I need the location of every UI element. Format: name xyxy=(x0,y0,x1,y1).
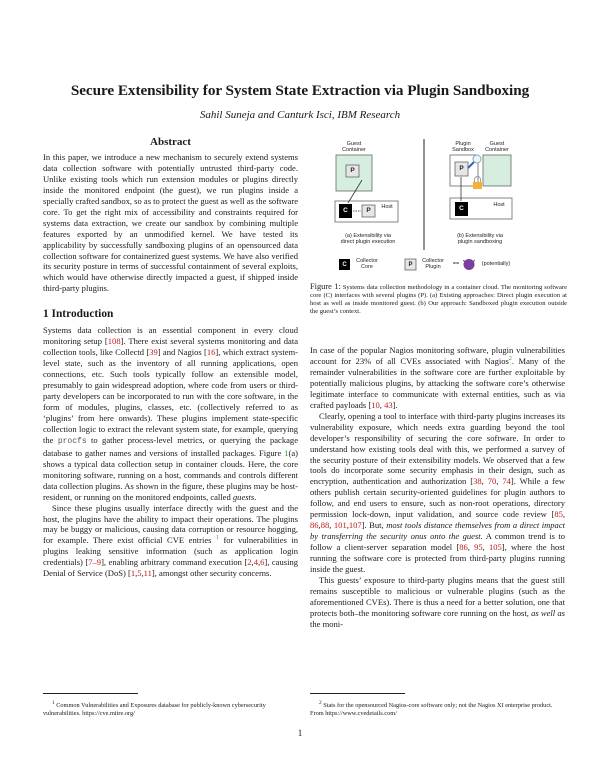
label-line: Sandbox xyxy=(452,147,474,153)
host-label-b: Host xyxy=(493,202,505,208)
citation-link[interactable]: 10 xyxy=(371,399,380,410)
caption-a xyxy=(324,233,412,245)
text: the moni- xyxy=(310,618,343,629)
text: A common trend is to follow a client-server separation model [ xyxy=(310,531,565,553)
label-line: Plugin xyxy=(425,264,441,270)
text: (a) shows a typical data collection setup in container clouds. Here, the core monitoring software, running on a host, commands and controls different data collection plugins. As shown in the figure, these plugins may be host-resident, or running on the monitored endpoints, called xyxy=(43,447,298,502)
label-line: direct plugin execution xyxy=(340,239,396,245)
plugin-letter-a-guest: P xyxy=(350,167,355,174)
paper-title: Secure Extensibility for System State Extraction via Plugin Sandboxing xyxy=(70,82,530,99)
text: ], enabling arbitrary command execution [ xyxy=(101,557,248,568)
citation-link[interactable]: 38 xyxy=(473,476,482,487)
footnote-rule xyxy=(43,693,138,694)
intro-paragraph-1 xyxy=(43,325,298,502)
core-letter-a: C xyxy=(343,207,348,214)
text: ]. There exist several systems monitoring and data collection tools, like Collectd [ xyxy=(43,336,298,358)
text: ]. While a few others publish certain security-oriented guidelines for plugin authors to follow, and end users to ensure, such as non-root operations, directory permission lock-down, input validation, and source code review [ xyxy=(310,476,565,520)
caption-b xyxy=(440,233,520,245)
section-heading-introduction: 1 Introduction xyxy=(43,308,114,321)
caption-label: Figure 1: xyxy=(310,282,341,291)
text: for vulnerabilities in plugins leaking sensitive information (such as application login credentials) [ xyxy=(43,535,298,568)
footnote-1 xyxy=(43,700,298,717)
sandbox-label xyxy=(448,141,478,153)
intro-paragraph-5 xyxy=(310,575,565,630)
label-line: Container xyxy=(342,147,366,153)
text: Since these plugins usually interface directly with the guest and the host, the plugins have the ability to impact their operations. The plugins may be buggy or malicious, causing data corruption or resource hogging, for example. There exist official CVE entries xyxy=(43,502,298,546)
citation-link[interactable]: 86 xyxy=(310,520,319,531)
text: ], which extract system-level state, such as the inventory of all running applications, open connections, etc. Such tools typically follow an extensible model, presumably to gain widespread adoption, where code from users or third-party developers can be incorporated to run with the core software, in the form of modules, plugins, classes, etc. (collectively referred to as ‘plugins’ from here onwards). These plugins implement state-specific collection logic to extract the relevant system state, for example, querying the xyxy=(43,347,298,445)
footnote-mark: 2 xyxy=(319,700,322,707)
citation-link[interactable]: 95 xyxy=(474,542,483,553)
citation-link[interactable]: 5 xyxy=(137,568,142,579)
emphasis: as well as xyxy=(531,607,565,618)
citation-link[interactable]: 4 xyxy=(253,557,258,568)
citation-link[interactable]: 74 xyxy=(502,476,511,487)
footnote-text: Common Vulnerabilities and Exposures database for publicly-known cybersecurity vulnerabilities. https://cve.mitre.org/ xyxy=(43,702,266,717)
text: ], causing Denial of Service (DoS) [ xyxy=(43,557,298,579)
text: Systems data collection is an essential component in every cloud monitoring setup [ xyxy=(43,325,298,347)
citation-link[interactable]: 16 xyxy=(206,347,216,358)
guest-label-b xyxy=(480,141,514,153)
label-line: Guest xyxy=(346,141,362,147)
page-number: 1 xyxy=(297,728,303,738)
legend-core-letter: C xyxy=(342,262,347,268)
caption-text: Systems data collection methodology in a container cloud. The monitoring software core (C) interfaces with several plugins (P). (a) Existing approaches: Direct plugin execution at host as well as inside monitored guest. (b) Our approach: Sandboxed plugin execution outside the guest’s context. xyxy=(310,284,567,315)
citation-link[interactable]: 1 xyxy=(130,568,136,579)
legend-core-label xyxy=(353,258,381,270)
citation-link[interactable]: 6 xyxy=(260,557,265,568)
citation-link[interactable]: 88 xyxy=(320,520,330,531)
emphasis: most tools distance themselves from a direct impact by transferring the security onus onto the guest. xyxy=(310,520,566,542)
legend-equals: == xyxy=(452,261,460,267)
label-line: Collector xyxy=(422,258,444,264)
text: ]. But, xyxy=(361,520,387,531)
footnote-text: Stats for the opensourced Nagios-core software only; not the Nagios XI enterprise product. From https://www.cvedetails.com/ xyxy=(310,702,553,717)
plugin-letter-b: P xyxy=(459,165,464,172)
right-column xyxy=(310,345,565,630)
left-column xyxy=(43,137,298,579)
plugin-letter-a-host: P xyxy=(366,207,371,214)
label-line: Core xyxy=(361,264,373,270)
text: . xyxy=(254,491,257,502)
text: ]. xyxy=(392,399,398,410)
intro-paragraph-4: Clearly, opening a tool to interface with third-party plugins increases its vulnerability exposure, which needs extra guarding beyond the tool developer’s responsibility of securing the core software. In order to understand how existing tools deal with this, we performed a survey of the security posture of their extensibility models. We observed that a few tools do incorporate some security emphasis in their design, such as encryption, authentication and authorization [38, 70, 74]. While a few others publish certain security-oriented guidelines for plugin authors to follow, and end users to ensure, such as non-root operations, directory permission lock-down, input validation, and source code review [85, 86,88, 101,107]. But, most tools distance themselves from a direct impact by transferring the security onus onto the guest. A common trend is to follow a client-server separation model [86, 95, 105], where the host running the software core is protected from third-party plugins running inside the guest. xyxy=(310,410,566,575)
label-line: Guest xyxy=(489,141,505,147)
citation-link[interactable]: 11 xyxy=(143,568,152,579)
footnote-left xyxy=(43,686,298,724)
figure-reference-link[interactable]: 1 xyxy=(284,447,289,458)
text: . Many of the remainder vulnerabilities in the software core are further exploitable by potentially malicious plugins, by attacking the software core’s otherwise legitimate interface to communicate with external entities, such as via crafted payloads [ xyxy=(310,355,565,410)
code-procfs: procfs xyxy=(57,436,87,446)
citation-link[interactable]: 2 xyxy=(247,557,252,568)
citation-link[interactable]: 107 xyxy=(348,520,362,531)
footnote-ref-2[interactable]: 2 xyxy=(508,356,512,363)
core-letter-b: C xyxy=(459,205,464,212)
citation-link[interactable]: 105 xyxy=(488,542,502,553)
footnote-rule xyxy=(310,693,405,694)
legend-potentially: (potentially) xyxy=(481,261,511,267)
label-line: Container xyxy=(485,147,509,153)
paper-authors: Sahil Suneja and Canturk Isci, IBM Research xyxy=(199,109,401,121)
text: ], amongst other security concerns. xyxy=(151,568,272,579)
intro-paragraph-2: Since these plugins usually interface directly with the guest and the host, the plugins have the ability to impact their operations. The plugins may be buggy or malicious, causing data corruption or resource hogging, for example. There exist official CVE entries $^1$ for vulnerabilities in plugins leaking sensitive information (such as application login credentials) [7–9], enabling arbitrary command execution [2,4,6], causing Denial of Service (DoS) [1,5,11], amongst other security concerns. xyxy=(43,502,298,579)
footnote-ref-1[interactable]: 1 xyxy=(215,535,219,542)
host-label-a: Host xyxy=(381,204,393,210)
magnifier-lens xyxy=(473,155,481,163)
citation-link[interactable]: 39 xyxy=(149,347,158,358)
emphasis: guests xyxy=(232,491,255,502)
citation-link[interactable]: 43 xyxy=(384,399,393,410)
legend-plugin-letter: P xyxy=(408,262,413,268)
citation-link[interactable]: 7–9 xyxy=(88,557,102,568)
footnote-right xyxy=(310,686,565,724)
text: to gather process-level metrics, or querying the package database to gather names and versions of installed packages. Figure xyxy=(43,434,298,458)
text: In case of the popular Nagios monitoring software, plugin vulnerabilities account for 23% of all CVEs associated with Nagios xyxy=(310,345,565,366)
text: ], where the host running the software core is protected from third-party plugins running inside the guest. xyxy=(310,542,565,575)
citation-link[interactable]: 108 xyxy=(107,336,121,347)
guest-container-box-b xyxy=(483,155,511,186)
label-line: (a) Extensibility via xyxy=(345,233,391,239)
figure-caption xyxy=(310,283,567,316)
intro-paragraph-3: In case of the popular Nagios monitoring software, plugin vulnerabilities account for 23% of all CVEs associated with Nagios$^2$. Many of the remainder vulnerabilities in the software core are further exploitable by potentially malicious plugins, by attacking the software core’s otherwise legitimate interface to communicate with external entities, such as via crafted payloads [10, 43]. xyxy=(310,345,565,410)
text: This guests’ exposure to third-party plugins means that the guest still remains susceptible to malicious or vulnerable plugins (such as the aforementioned CVEs). There is thus a need for a better solution, one that protects both–the monitoring software core running on the host, xyxy=(310,575,565,618)
footnote-2 xyxy=(310,700,565,717)
label-line: plugin sandboxing xyxy=(457,239,503,245)
legend-plugin-label xyxy=(419,258,447,270)
label-line: Plugin xyxy=(455,141,471,147)
label-line: (b) Extensibility via xyxy=(457,233,503,239)
text: Clearly, opening a tool to interface with third-party plugins increases its vulnerability exposure, which needs extra guarding beyond the tool developer’s responsibility of securing the core software. In order to understand how existing tools deal with this, we performed a survey of the security posture of their extensibility models. We observed that a few tools do incorporate some security emphasis in their design, such as encryption, authentication and authorization [ xyxy=(310,410,565,487)
citation-link[interactable]: 70 xyxy=(487,476,497,487)
abstract-heading: Abstract xyxy=(150,136,191,148)
label-line: Collector xyxy=(356,258,378,264)
devil-icon xyxy=(464,259,475,270)
citation-link[interactable]: 86 xyxy=(459,542,468,553)
citation-link[interactable]: 101 xyxy=(333,520,347,531)
text: ] and Nagios [ xyxy=(157,347,207,358)
footnote-mark: 1 xyxy=(52,700,55,707)
guest-label-a xyxy=(334,141,374,153)
lock-body xyxy=(473,182,482,189)
citation-link[interactable]: 85 xyxy=(554,509,563,520)
abstract-text: In this paper, we introduce a new mechanism to securely extend systems data collection software with potentially untrusted third-party code. Unlike existing tools which run extension modules or plugins directly inside the monitored endpoint (the guest), we run plugins inside a specially crafted sandbox, so as to protect the guest as well as the software core. To get the right mix of accessibility and constraints required for systems data extraction, we create our sandbox by combining multiple features exported by an unmodified kernel. We have tested its applicability by successfully sandboxing plugins of an opensourced data collection software for containerized guest systems. We have also verified its security posture in terms of successful containment of several exploits, which would have otherwise directly impacted a guest, if shipped inside third-party plugins. xyxy=(43,151,298,294)
